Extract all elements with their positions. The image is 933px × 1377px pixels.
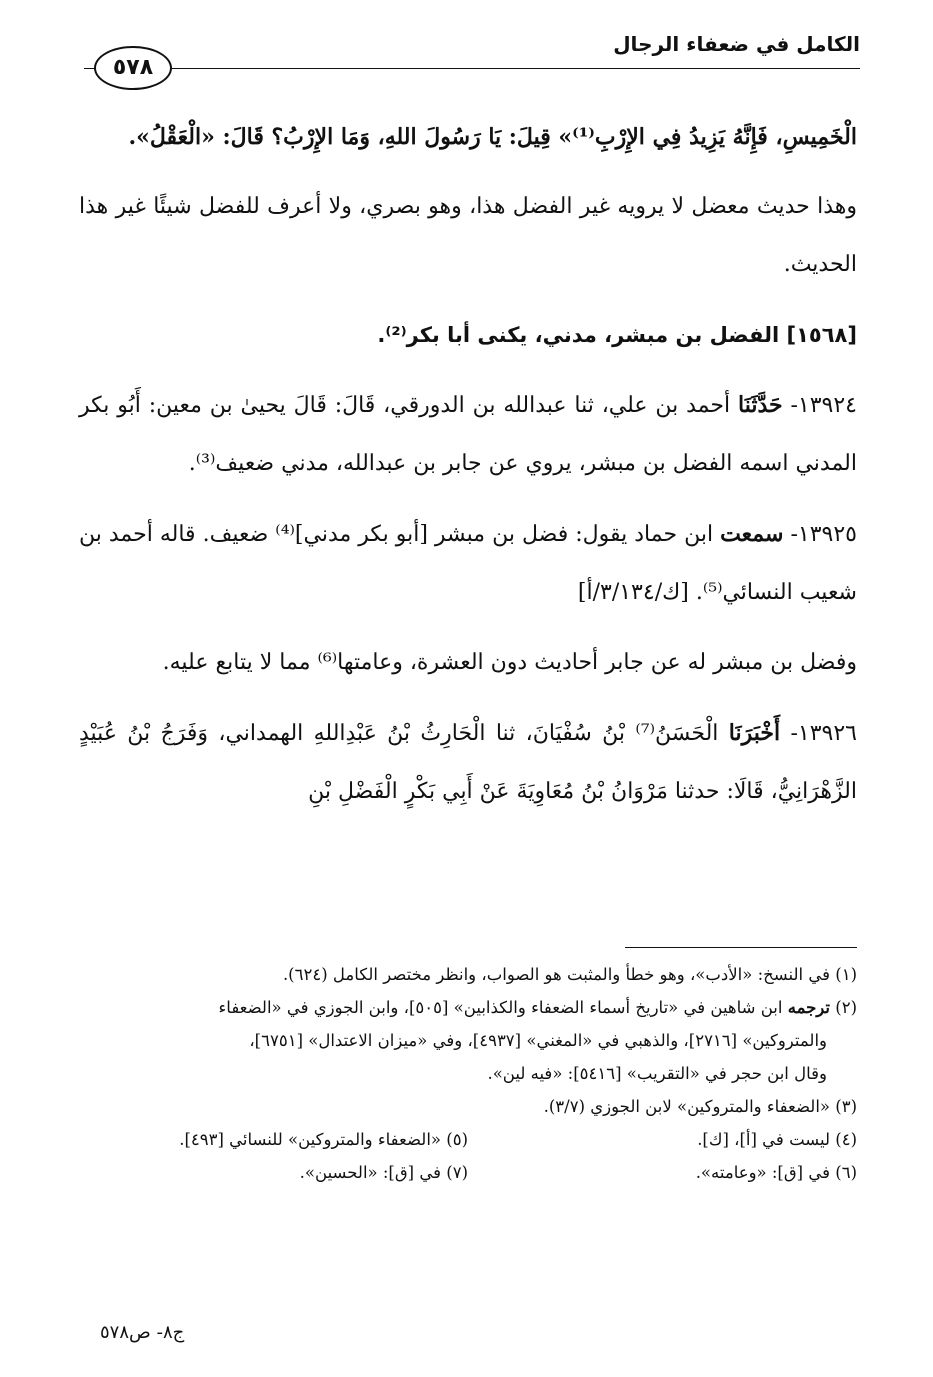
page-reference: ج٨- ص٥٧٨ [100,1322,185,1343]
hadith-13924 [79,376,857,493]
hadith-text: أحمد بن علي، ثنا عبدالله بن الدورقي، قَالَ: قَالَ يحيىٰ بن معين: أَبُو بكر المدني اسمه الفضل بن مبشر، يروي عن جابر بن عبدالله، مدني ضعيف⁽³⁾. [79,393,857,476]
footnote-lead: ترجمه [787,998,830,1017]
footnote-text: ابن شاهين في «تاريخ أسماء الضعفاء والكذابين» [٥٠٥]، وابن الجوزي في «الضعفاء [218,998,783,1017]
hadith-lead: حَدَّثَنَا [737,392,783,418]
header-rule [84,68,860,69]
hadith-number: ١٣٩٢٦- [790,721,857,746]
hadith-number: ١٣٩٢٤- [790,393,857,418]
footnote-2-continued: وقال ابن حجر في «التقريب» [٥٤١٦]: «فيه لين». [487,1064,827,1083]
footnote-2 [79,991,857,1024]
hadith-13926 [79,704,857,821]
paragraph-fadl-note: وفضل بن مبشر له عن جابر أحاديث دون العشرة، وعامتها⁽⁶⁾ مما لا يتابع عليه. [162,650,857,675]
hadith-lead: أَخْبَرَنَا [728,720,781,746]
paragraph-hadith-continuation: الْخَمِيسِ، فَإِنَّهُ يَزِيدُ فِي الإِرْبِ⁽¹⁾» قِيلَ: يَا رَسُولَ اللهِ، وَمَا الإِرْبُ؟ قَالَ: «الْعَقْلُ». [128,124,857,150]
footnote-2-continued: والمتروكين» [٢٧١٦]، والذهبي في «المغني» [٤٩٣٧]، وفي «ميزان الاعتدال» [٦٧٥١]، [249,1031,827,1050]
footnote-7: (٧) في [ق]: «الحسين». [299,1163,468,1182]
footnote-3: (٣) «الضعفاء والمتروكين» لابن الجوزي (٣/٧). [543,1097,857,1116]
footnote-6: (٦) في [ق]: «وعامته». [695,1163,857,1182]
entry-title: [١٥٦٨] الفضل بن مبشر، مدني، يكنى أبا بكر⁽²⁾. [377,323,857,347]
hadith-text: ابن حماد يقول: فضل بن مبشر [أبو بكر مدني]⁽⁴⁾ ضعيف. قاله أحمد بن شعيب النسائي⁽⁵⁾. [ك/٣/١٣٤/أ] [79,522,857,605]
hadith-lead: سمعت [720,521,784,547]
hadith-number: ١٣٩٢٥- [790,522,857,547]
footnote-separator [625,947,857,948]
running-title: الكامل في ضعفاء الرجال [613,32,860,56]
footnote-row [79,1123,857,1156]
hadith-13925 [79,505,857,622]
page-number-badge: ٥٧٨ [94,46,172,90]
footnotes [79,958,857,1189]
footnote-5: (٥) «الضعفاء والمتروكين» للنسائي [٤٩٣]. [179,1130,468,1149]
footnote-row [79,1156,857,1189]
footnote-4: (٤) ليست في [أ]، [ك]. [697,1130,857,1149]
main-text [79,108,857,833]
page-header [84,28,860,78]
footnote-1: (١) في النسخ: «الأدب»، وهو خطأ والمثبت هو الصواب، وانظر مختصر الكامل (٦٢٤). [282,965,857,984]
paragraph-commentary: وهذا حديث معضل لا يرويه غير الفضل هذا، وهو بصري، ولا أعرف للفضل شيئًا غير هذا الحديث. [79,194,857,277]
hadith-text: الْحَسَنُ⁽⁷⁾ بْنُ سُفْيَانَ، ثنا الْحَارِثُ بْنُ عَبْدِاللهِ الهمداني، وَفَرَجُ بْنُ عُبَيْدٍ الزَّهْرَانِيُّ، قَالَا: حدثنا مَرْوَانُ بْنُ مُعَاوِيَةَ عَنْ أَبِي بَكْرٍ الْفَضْلِ بْنِ [79,721,857,804]
footnote-label: (٢) [835,998,857,1017]
